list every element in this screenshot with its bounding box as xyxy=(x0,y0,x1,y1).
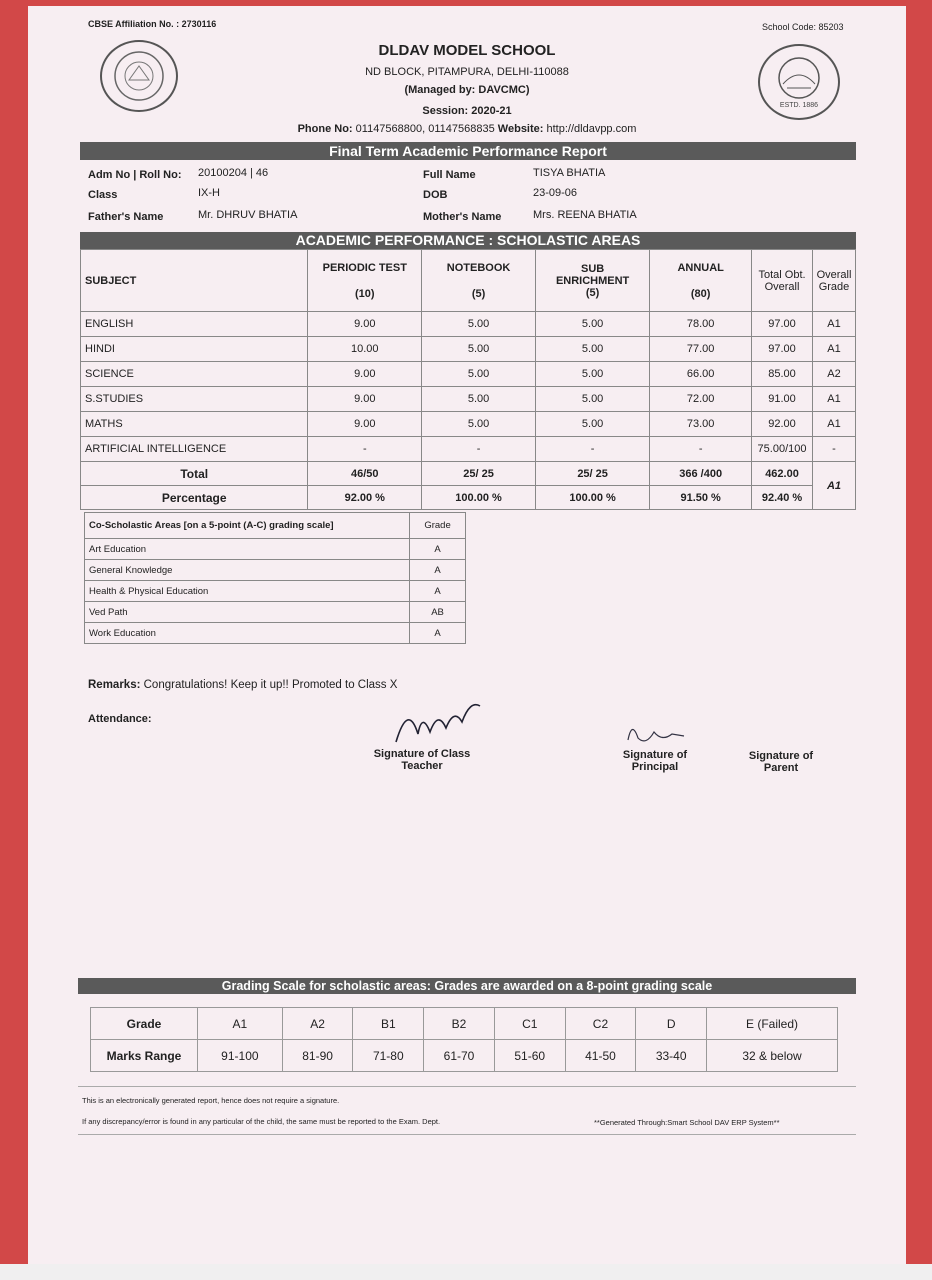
total-score: 92.00 xyxy=(752,412,813,437)
attendance-label: Attendance: xyxy=(88,713,152,725)
percentage-enrichment: 100.00 % xyxy=(535,486,649,510)
session: Session: 2020-21 xyxy=(422,105,512,117)
grading-range-label: Marks Range xyxy=(91,1040,198,1072)
principal-signature-icon xyxy=(622,718,688,748)
website-label: Website: xyxy=(497,123,544,135)
scholastic-title-bar: ACADEMIC PERFORMANCE : SCHOLASTIC AREAS xyxy=(80,232,856,249)
co-scholastic-row xyxy=(85,623,466,644)
notebook-score: 5.00 xyxy=(422,337,536,362)
class-value: IX-H xyxy=(198,187,220,199)
co-scholastic-row xyxy=(85,560,466,581)
overall-grade: A1 xyxy=(813,462,856,510)
grading-title-bar: Grading Scale for scholastic areas: Grades are awarded on a 8-point grading scale xyxy=(78,978,856,994)
mother-value: Mrs. REENA BHATIA xyxy=(533,209,637,221)
scholastic-header-row xyxy=(81,250,856,312)
scan-bottom-edge xyxy=(0,1264,932,1280)
total-score: 97.00 xyxy=(752,337,813,362)
header-annual xyxy=(650,250,752,312)
footer-note-1: This is an electronically generated report, hence does not require a signature. xyxy=(82,1096,340,1105)
header-enrichment-max: (5) xyxy=(585,286,600,299)
activity-grade: A xyxy=(410,623,466,644)
header-notebook xyxy=(422,250,536,312)
footer-bottom-divider xyxy=(78,1134,856,1135)
subject-grade: A1 xyxy=(813,312,856,337)
periodic-score: 9.00 xyxy=(308,412,422,437)
name-label: Full Name xyxy=(423,169,476,181)
subject-row xyxy=(81,337,856,362)
co-scholastic-row xyxy=(85,602,466,623)
subject-row xyxy=(81,412,856,437)
subject-row xyxy=(81,312,856,337)
teacher-signature-icon xyxy=(388,692,488,748)
total-score: 75.00/100 xyxy=(752,437,813,462)
header-periodic xyxy=(308,250,422,312)
header-subject: SUBJECT xyxy=(81,250,308,312)
co-scholastic-table xyxy=(84,512,466,644)
periodic-score: 10.00 xyxy=(308,337,422,362)
header-periodic-label: PERIODIC TEST xyxy=(322,261,407,274)
activity-name: Art Education xyxy=(85,539,410,560)
subject-row xyxy=(81,437,856,462)
co-scholastic-title: Co-Scholastic Areas [on a 5-point (A-C) grading scale] xyxy=(85,513,410,539)
subject-name: SCIENCE xyxy=(81,362,308,387)
website: http://dldavpp.com xyxy=(546,123,637,135)
grade-cell: C2 xyxy=(565,1008,636,1040)
grading-grade-label: Grade xyxy=(91,1008,198,1040)
co-scholastic-row xyxy=(85,581,466,602)
grade-cell: B1 xyxy=(353,1008,424,1040)
header-annual-max: (80) xyxy=(690,287,711,300)
header-notebook-max: (5) xyxy=(471,287,486,300)
contact-line xyxy=(28,123,906,135)
activity-grade: A xyxy=(410,581,466,602)
activity-grade: AB xyxy=(410,602,466,623)
scholastic-table xyxy=(80,249,856,510)
subject-row xyxy=(81,387,856,412)
subject-name: ENGLISH xyxy=(81,312,308,337)
remarks-line xyxy=(88,679,397,691)
total-overall: 462.00 xyxy=(752,462,813,486)
notebook-score: - xyxy=(422,437,536,462)
adm-label: Adm No | Roll No: xyxy=(88,169,182,181)
footer-generated: **Generated Through:Smart School DAV ERP System** xyxy=(594,1118,780,1127)
annual-score: 72.00 xyxy=(650,387,752,412)
activity-grade: A xyxy=(410,539,466,560)
cbse-affiliation: CBSE Affiliation No. : 2730116 xyxy=(88,19,217,29)
annual-score: 78.00 xyxy=(650,312,752,337)
notebook-score: 5.00 xyxy=(422,387,536,412)
total-row xyxy=(81,462,856,486)
enrichment-score: 5.00 xyxy=(535,362,649,387)
total-score: 85.00 xyxy=(752,362,813,387)
notebook-score: 5.00 xyxy=(422,362,536,387)
managed-by: (Managed by: DAVCMC) xyxy=(404,84,530,96)
grade-cell: E (Failed) xyxy=(707,1008,838,1040)
header-annual-label: ANNUAL xyxy=(677,261,724,274)
total-annual: 366 /400 xyxy=(650,462,752,486)
subject-grade: A1 xyxy=(813,412,856,437)
activity-name: Work Education xyxy=(85,623,410,644)
school-address: ND BLOCK, PITAMPURA, DELHI-110088 xyxy=(365,66,569,78)
enrichment-score: 5.00 xyxy=(535,337,649,362)
class-label: Class xyxy=(88,189,118,201)
header-total: Total Obt. Overall xyxy=(752,250,813,312)
activity-name: Ved Path xyxy=(85,602,410,623)
enrichment-score: 5.00 xyxy=(535,412,649,437)
range-cell: 32 & below xyxy=(707,1040,838,1072)
activity-name: General Knowledge xyxy=(85,560,410,581)
report-card-sheet xyxy=(28,6,906,1264)
percentage-overall: 92.40 % xyxy=(752,486,813,510)
grade-cell: A1 xyxy=(198,1008,283,1040)
parent-signature-label: Signature of Parent xyxy=(748,750,814,774)
enrichment-score: 5.00 xyxy=(535,387,649,412)
grade-cell: D xyxy=(636,1008,707,1040)
header-periodic-max: (10) xyxy=(355,287,375,300)
subject-name: MATHS xyxy=(81,412,308,437)
header-notebook-label: NOTEBOOK xyxy=(446,261,511,274)
subject-grade: A2 xyxy=(813,362,856,387)
notebook-score: 5.00 xyxy=(422,312,536,337)
enrichment-score: 5.00 xyxy=(535,312,649,337)
name-value: TISYA BHATIA xyxy=(533,167,606,179)
annual-score: 73.00 xyxy=(650,412,752,437)
dob-label: DOB xyxy=(423,189,448,201)
header-grade: Overall Grade xyxy=(813,250,856,312)
footer-divider xyxy=(78,1086,856,1087)
total-periodic: 46/50 xyxy=(308,462,422,486)
teacher-signature-label: Signature of Class Teacher xyxy=(373,748,471,772)
range-cell: 81-90 xyxy=(282,1040,353,1072)
subject-name: HINDI xyxy=(81,337,308,362)
report-title-bar: Final Term Academic Performance Report xyxy=(80,142,856,160)
mother-label: Mother's Name xyxy=(423,211,502,223)
activity-name: Health & Physical Education xyxy=(85,581,410,602)
subject-row xyxy=(81,362,856,387)
percentage-periodic: 92.00 % xyxy=(308,486,422,510)
annual-score: 66.00 xyxy=(650,362,752,387)
total-score: 97.00 xyxy=(752,312,813,337)
total-score: 91.00 xyxy=(752,387,813,412)
school-name: DLDAV MODEL SCHOOL xyxy=(378,42,556,59)
range-cell: 91-100 xyxy=(198,1040,283,1072)
school-code: School Code: 85203 xyxy=(762,22,844,32)
grading-grade-row xyxy=(91,1008,838,1040)
range-cell: 33-40 xyxy=(636,1040,707,1072)
co-scholastic-header-row xyxy=(85,513,466,539)
header-enrichment-label: SUB ENRICHMENT xyxy=(555,262,630,287)
header-enrichment xyxy=(535,250,649,312)
father-label: Father's Name xyxy=(88,211,164,223)
enrichment-score: - xyxy=(535,437,649,462)
range-cell: 61-70 xyxy=(424,1040,495,1072)
notebook-score: 5.00 xyxy=(422,412,536,437)
grade-cell: A2 xyxy=(282,1008,353,1040)
father-value: Mr. DHRUV BHATIA xyxy=(198,209,298,221)
adm-value: 20100204 | 46 xyxy=(198,167,269,179)
total-label: Total xyxy=(81,462,308,486)
total-notebook: 25/ 25 xyxy=(422,462,536,486)
remarks-text: Congratulations! Keep it up!! Promoted to Class X xyxy=(143,679,398,691)
percentage-notebook: 100.00 % xyxy=(422,486,536,510)
scholastic-body xyxy=(81,312,856,462)
subject-grade: A1 xyxy=(813,387,856,412)
dav-seal-text: ESTD. 1886 xyxy=(779,101,819,109)
phone: 01147568800, 01147568835 xyxy=(355,123,495,135)
subject-grade: A1 xyxy=(813,337,856,362)
range-cell: 41-50 xyxy=(565,1040,636,1072)
phone-label: Phone No: xyxy=(297,123,353,135)
grading-range-row xyxy=(91,1040,838,1072)
subject-grade: - xyxy=(813,437,856,462)
principal-signature-label: Signature of Principal xyxy=(622,749,688,773)
remarks-label: Remarks: xyxy=(88,679,141,691)
subject-name: ARTIFICIAL INTELLIGENCE xyxy=(81,437,308,462)
annual-score: 77.00 xyxy=(650,337,752,362)
co-scholastic-grade-header: Grade xyxy=(410,513,466,539)
student-details xyxy=(80,163,856,233)
periodic-score: 9.00 xyxy=(308,387,422,412)
percentage-label: Percentage xyxy=(81,486,308,510)
co-scholastic-row xyxy=(85,539,466,560)
dob-value: 23-09-06 xyxy=(533,187,578,199)
footer-note-2: If any discrepancy/error is found in any particular of the child, the same must be reported to the Exam. Dept. xyxy=(82,1117,441,1126)
subject-name: S.STUDIES xyxy=(81,387,308,412)
grade-cell: B2 xyxy=(424,1008,495,1040)
range-cell: 51-60 xyxy=(494,1040,565,1072)
total-enrichment: 25/ 25 xyxy=(535,462,649,486)
grade-cell: C1 xyxy=(494,1008,565,1040)
annual-score: - xyxy=(650,437,752,462)
percentage-row xyxy=(81,486,856,510)
periodic-score: 9.00 xyxy=(308,362,422,387)
activity-grade: A xyxy=(410,560,466,581)
grading-table xyxy=(90,1007,838,1072)
percentage-annual: 91.50 % xyxy=(650,486,752,510)
periodic-score: - xyxy=(308,437,422,462)
co-scholastic-body xyxy=(85,539,466,644)
periodic-score: 9.00 xyxy=(308,312,422,337)
range-cell: 71-80 xyxy=(353,1040,424,1072)
